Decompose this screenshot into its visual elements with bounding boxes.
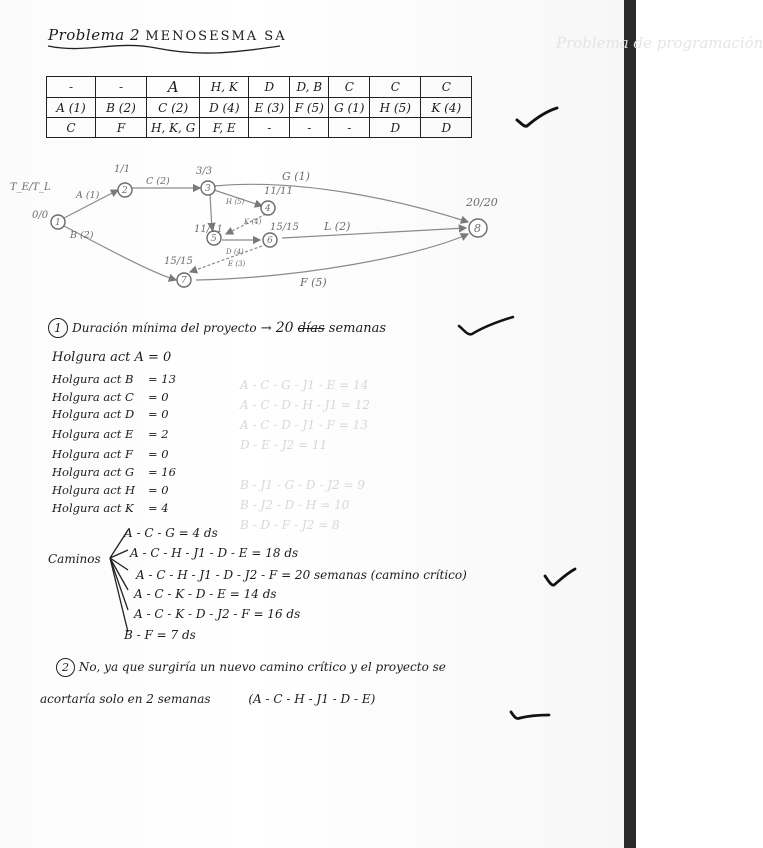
start-time-label: 0/0	[32, 210, 49, 221]
edge-arrow	[282, 228, 466, 238]
edge-arrow	[196, 234, 468, 280]
path-item: A - C - K - D - J2 - F = 16 ds	[134, 607, 301, 621]
slack-prefix: Holgura act	[52, 350, 131, 365]
node-label: 7	[181, 276, 187, 286]
slack-activity: D	[124, 407, 135, 421]
slack-value: = 4	[148, 501, 169, 515]
table-cell: -	[290, 118, 329, 138]
table-cell: C	[370, 77, 421, 98]
slack-value: = 0	[148, 390, 169, 404]
paths-label: Caminos	[48, 552, 101, 566]
path-item: B - F = 7 ds	[124, 628, 196, 642]
slack-line	[52, 465, 176, 479]
checkmark-icon	[508, 706, 552, 724]
slack-line	[52, 501, 169, 515]
node-time-label: 15/15	[270, 222, 299, 233]
question-2-text: acortaría solo en 2 semanas	[40, 692, 211, 706]
path-item: A - C - H - J1 - D - J2 - F = 20 semanas (camino crítico)	[136, 568, 467, 582]
duration-unit: semanas	[328, 321, 387, 336]
table-cell: F	[96, 118, 147, 138]
slack-line	[52, 407, 169, 421]
question-1	[48, 318, 386, 338]
precedence-table	[46, 76, 472, 138]
node-label: 4	[265, 204, 271, 214]
question-2-line-2	[40, 692, 375, 706]
node-time-label: 3/3	[196, 166, 213, 177]
edge-label: C (2)	[146, 176, 170, 187]
node-time-label: 11/11	[264, 186, 293, 197]
table-cell: C	[421, 77, 472, 98]
table-cell: K (4)	[421, 98, 472, 118]
table-cell: -	[96, 77, 147, 98]
slack-activity: K	[124, 501, 134, 515]
checkmark-icon	[514, 104, 560, 130]
bleed-through-text: A - C - D - H - J1 = 12	[240, 398, 371, 412]
slack-line	[52, 372, 176, 386]
edge-label: L (2)	[324, 220, 351, 233]
edge-label: K (4)	[244, 218, 262, 226]
question-number: 2	[56, 658, 75, 677]
bleed-through-text: A - C - D - J1 - F = 13	[240, 418, 368, 432]
node-label: 2	[122, 186, 128, 196]
table-cell: D	[249, 77, 290, 98]
table-cell: D, B	[290, 77, 329, 98]
edge-label: D (4)	[226, 248, 244, 256]
axis-label: T_E/T_L	[10, 182, 51, 193]
slack-prefix: Holgura act	[52, 501, 122, 515]
slack-value: = 13	[148, 372, 176, 386]
table-cell: A (1)	[47, 98, 96, 118]
node-label: 8	[474, 222, 481, 235]
title-label: Problema 2	[48, 26, 141, 44]
table-cell: H (5)	[370, 98, 421, 118]
slack-prefix: Holgura act	[52, 390, 122, 404]
slack-prefix: Holgura act	[52, 483, 122, 497]
slack-line	[52, 350, 172, 365]
slack-prefix: Holgura act	[52, 372, 122, 386]
table-row	[47, 98, 472, 118]
table-cell: H, K, G	[147, 118, 200, 138]
slack-value: = 0	[148, 483, 169, 497]
bleed-through-text: D - E - J2 = 11	[240, 438, 328, 452]
slack-activity: G	[124, 465, 135, 479]
edge-label: F (5)	[300, 276, 327, 289]
question-1-text: Duración mínima del proyecto	[72, 321, 257, 335]
table-cell: D	[421, 118, 472, 138]
page-edge-shadow	[624, 0, 636, 848]
edge-label: H (5)	[226, 198, 245, 206]
table-cell: D (4)	[200, 98, 249, 118]
bleed-through-text: B - D - F - J2 = 8	[240, 518, 340, 532]
table-cell: -	[249, 118, 290, 138]
slack-activity: E	[124, 427, 134, 441]
edge-label: A (1)	[76, 190, 100, 201]
slack-prefix: Holgura act	[52, 407, 122, 421]
slack-value: = 0	[148, 350, 172, 365]
table-cell: -	[329, 118, 370, 138]
table-cell: C	[329, 77, 370, 98]
node-time-label: 11/11	[194, 224, 223, 235]
table-row	[47, 77, 472, 98]
bleed-through-text: B - J2 - D - H = 10	[240, 498, 350, 512]
table-cell: B (2)	[96, 98, 147, 118]
checkmark-icon	[456, 314, 516, 338]
table-row	[47, 118, 472, 138]
node-label: 5	[211, 234, 217, 244]
slack-prefix: Holgura act	[52, 465, 122, 479]
node-label: 6	[267, 236, 273, 246]
crossed-word: días	[297, 321, 325, 336]
slack-activity: H	[124, 483, 136, 497]
slack-activity: B	[124, 372, 134, 386]
question-2-path: (A - C - H - J1 - D - E)	[248, 692, 376, 706]
slack-value: = 0	[148, 447, 169, 461]
slack-value: = 0	[148, 407, 169, 421]
slack-line	[52, 390, 169, 404]
table-cell: -	[47, 77, 96, 98]
slack-prefix: Holgura act	[52, 427, 122, 441]
table-cell: F, E	[200, 118, 249, 138]
bleed-through-text: A - C - G - J1 - E = 14	[240, 378, 369, 392]
checkmark-icon	[542, 566, 578, 590]
slack-activity: F	[124, 447, 133, 461]
slack-value: = 16	[148, 465, 176, 479]
table-cell: H, K	[200, 77, 249, 98]
bleed-through-text: Problema de programación	[556, 34, 763, 52]
question-2-line-1: No, ya que surgiría un nuevo camino crítico y el proyecto se	[78, 660, 446, 674]
company-name: MENOSESMA SA	[145, 29, 287, 44]
table-cell: C (2)	[147, 98, 200, 118]
project-network-diagram	[0, 160, 624, 300]
node-label: 1	[55, 218, 61, 228]
table-cell: C	[47, 118, 96, 138]
node-label: 3	[205, 184, 211, 194]
slack-line	[52, 483, 169, 497]
question-2	[56, 658, 446, 677]
table-cell: F (5)	[290, 98, 329, 118]
arrow-glyph: →	[260, 321, 272, 336]
table-cell: A	[147, 77, 200, 98]
node-time-label: 20/20	[466, 196, 498, 209]
slack-value: = 2	[148, 427, 169, 441]
node-time-label: 15/15	[164, 256, 193, 267]
paths-brace	[108, 524, 130, 642]
table-cell: G (1)	[329, 98, 370, 118]
edge-label: E (3)	[228, 260, 246, 268]
node-time-label: 1/1	[114, 164, 131, 175]
slack-activity: A	[134, 350, 144, 365]
path-item: A - C - G = 4 ds	[124, 526, 218, 540]
slack-activity: C	[124, 390, 134, 404]
edge-label: B (2)	[70, 230, 94, 241]
path-item: A - C - K - D - E = 14 ds	[134, 587, 277, 601]
slack-prefix: Holgura act	[52, 447, 122, 461]
path-item: A - C - H - J1 - D - E = 18 ds	[130, 546, 299, 560]
title-underline	[46, 42, 282, 54]
table-cell: D	[370, 118, 421, 138]
edge-label: G (1)	[282, 170, 310, 183]
bleed-through-text: B - J1 - G - D - J2 = 9	[240, 478, 365, 492]
min-duration-value: 20	[275, 320, 294, 336]
slack-line	[52, 427, 169, 441]
table-cell: E (3)	[249, 98, 290, 118]
slack-line	[52, 447, 169, 461]
question-number: 1	[48, 318, 68, 338]
